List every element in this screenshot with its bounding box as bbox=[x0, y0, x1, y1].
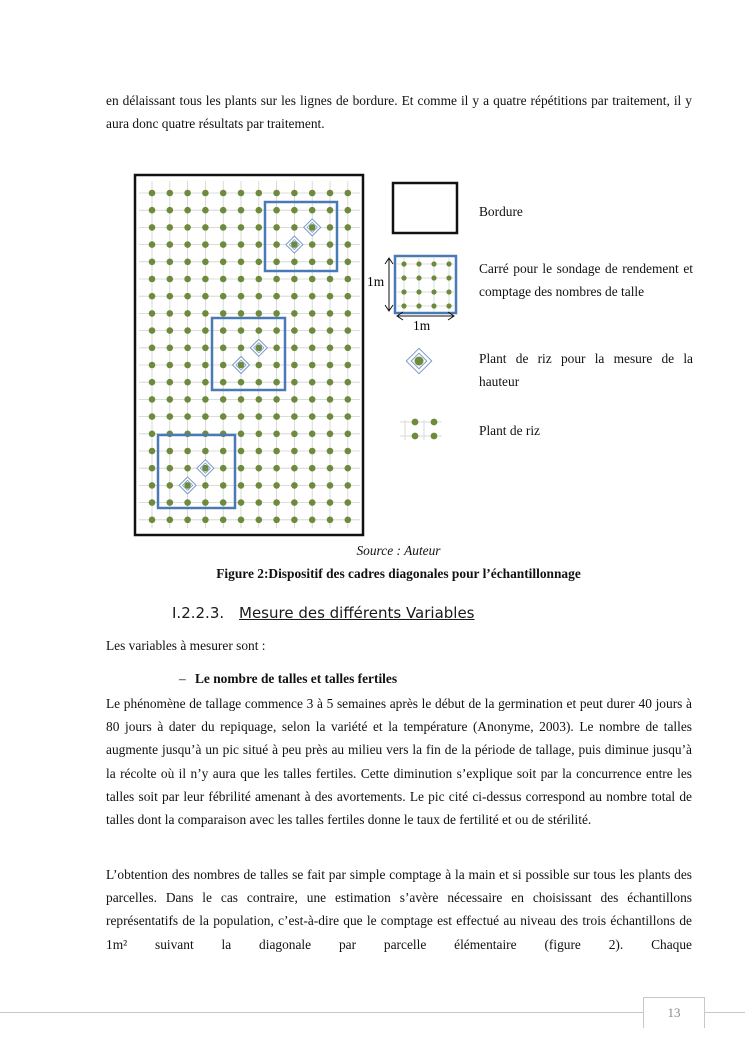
legend-measure-plant-label: Plant de riz pour la mesure de la hauteur bbox=[479, 351, 693, 389]
legend-square-plant bbox=[416, 275, 421, 280]
rice-plant bbox=[220, 259, 227, 266]
rice-plant bbox=[202, 362, 209, 369]
rice-plant bbox=[309, 293, 316, 300]
rice-plant bbox=[184, 207, 191, 214]
rice-plant bbox=[345, 310, 352, 317]
rice-plant bbox=[273, 517, 280, 524]
rice-plant bbox=[202, 396, 209, 403]
rice-plant bbox=[184, 293, 191, 300]
rice-plant bbox=[220, 362, 227, 369]
rice-plant bbox=[238, 345, 245, 352]
rice-plant bbox=[291, 190, 298, 197]
legend-square-plant bbox=[446, 261, 451, 266]
rice-plant bbox=[327, 224, 334, 231]
rice-plant bbox=[309, 482, 316, 489]
rice-plant bbox=[202, 190, 209, 197]
rice-plant bbox=[291, 362, 298, 369]
rice-plant bbox=[184, 465, 191, 472]
rice-plant bbox=[184, 327, 191, 334]
rice-plant bbox=[291, 276, 298, 283]
rice-plant bbox=[273, 293, 280, 300]
rice-plant bbox=[167, 276, 174, 283]
intro-paragraph: en délaissant tous les plants sur les lignes de bordure. Et comme il y a quatre répétitions par traitement, il y aura donc quatre résultats par traitement. bbox=[106, 93, 692, 132]
rice-plant bbox=[220, 396, 227, 403]
legend-square-plant bbox=[431, 303, 436, 308]
rice-plant bbox=[291, 396, 298, 403]
rice-plant bbox=[273, 482, 280, 489]
rice-plant bbox=[220, 190, 227, 197]
rice-plant bbox=[167, 413, 174, 420]
rice-plant bbox=[345, 276, 352, 283]
rice-plant bbox=[220, 482, 227, 489]
rice-plant bbox=[202, 517, 209, 524]
rice-plant bbox=[327, 345, 334, 352]
rice-plant bbox=[327, 396, 334, 403]
rice-plant bbox=[291, 259, 298, 266]
rice-plant bbox=[202, 379, 209, 386]
rice-plant bbox=[309, 362, 316, 369]
rice-plant bbox=[238, 499, 245, 506]
rice-plant bbox=[345, 345, 352, 352]
measure-plant bbox=[197, 460, 214, 477]
rice-plant bbox=[255, 293, 262, 300]
rice-plant bbox=[273, 259, 280, 266]
rice-plant bbox=[202, 224, 209, 231]
rice-plant bbox=[238, 224, 245, 231]
rice-plant bbox=[291, 310, 298, 317]
rice-plant bbox=[149, 345, 156, 352]
rice-plant bbox=[149, 276, 156, 283]
rice-plant bbox=[255, 241, 262, 248]
rice-plant bbox=[149, 448, 156, 455]
rice-plant bbox=[149, 396, 156, 403]
rice-plant bbox=[255, 499, 262, 506]
rice-plant bbox=[309, 448, 316, 455]
rice-plant bbox=[220, 310, 227, 317]
rice-plant bbox=[238, 310, 245, 317]
rice-plant bbox=[184, 362, 191, 369]
rice-plant bbox=[327, 190, 334, 197]
rice-plants-grid bbox=[149, 190, 351, 523]
rice-plant bbox=[255, 448, 262, 455]
rice-plant bbox=[291, 517, 298, 524]
rice-plant bbox=[327, 259, 334, 266]
legend-square-plant bbox=[401, 303, 406, 308]
rice-plant bbox=[327, 499, 334, 506]
rice-plant bbox=[220, 241, 227, 248]
rice-plant bbox=[238, 465, 245, 472]
rice-plant bbox=[327, 465, 334, 472]
rice-plant bbox=[149, 499, 156, 506]
legend-square-plant bbox=[446, 275, 451, 280]
rice-plant bbox=[327, 482, 334, 489]
measure-plant bbox=[179, 477, 196, 494]
legend-plant-icon bbox=[400, 419, 442, 440]
rice-plant bbox=[309, 465, 316, 472]
rice-plant bbox=[345, 431, 352, 438]
rice-plant bbox=[167, 327, 174, 334]
rice-plant bbox=[202, 241, 209, 248]
rice-plant bbox=[273, 310, 280, 317]
rice-plant bbox=[220, 345, 227, 352]
measure-plant bbox=[304, 219, 321, 236]
dimension-label-horizontal: 1m bbox=[413, 318, 431, 333]
rice-plant bbox=[167, 207, 174, 214]
rice-plant bbox=[327, 310, 334, 317]
rice-plant bbox=[202, 413, 209, 420]
rice-plant bbox=[149, 465, 156, 472]
page-number: 13 bbox=[643, 997, 705, 1028]
rice-plant bbox=[149, 431, 156, 438]
rice-plant bbox=[273, 190, 280, 197]
figure-source: Source : Auteur bbox=[356, 543, 441, 558]
rice-plant bbox=[149, 517, 156, 524]
rice-plant bbox=[149, 190, 156, 197]
measure-plant bbox=[233, 357, 250, 374]
rice-plant bbox=[327, 207, 334, 214]
rice-plant bbox=[291, 224, 298, 231]
legend-bordure-icon bbox=[393, 183, 457, 233]
rice-plant bbox=[238, 190, 245, 197]
rice-plant bbox=[149, 482, 156, 489]
rice-plant bbox=[202, 276, 209, 283]
rice-plant bbox=[220, 207, 227, 214]
rice-plant bbox=[167, 259, 174, 266]
rice-plant bbox=[220, 224, 227, 231]
rice-plant bbox=[273, 465, 280, 472]
legend-square-plant bbox=[446, 289, 451, 294]
rice-plant bbox=[167, 396, 174, 403]
rice-plant bbox=[167, 517, 174, 524]
legend-square-plant bbox=[401, 275, 406, 280]
measure-plant bbox=[250, 339, 267, 356]
rice-plant bbox=[202, 310, 209, 317]
rice-plant bbox=[167, 310, 174, 317]
section-title: Mesure des différents Variables bbox=[239, 604, 475, 622]
rice-plant bbox=[255, 362, 262, 369]
rice-plant bbox=[149, 207, 156, 214]
rice-plant bbox=[255, 276, 262, 283]
rice-plant bbox=[327, 293, 334, 300]
rice-plant bbox=[238, 517, 245, 524]
bullet-dash: – bbox=[179, 671, 186, 686]
rice-plant bbox=[255, 224, 262, 231]
rice-plant bbox=[273, 362, 280, 369]
rice-plant bbox=[149, 310, 156, 317]
rice-plant bbox=[273, 327, 280, 334]
rice-plant bbox=[327, 327, 334, 334]
rice-plant bbox=[327, 379, 334, 386]
rice-plant bbox=[184, 276, 191, 283]
rice-plant bbox=[345, 190, 352, 197]
rice-plant bbox=[327, 241, 334, 248]
rice-plant bbox=[167, 345, 174, 352]
rice-plant bbox=[238, 241, 245, 248]
rice-plant bbox=[167, 499, 174, 506]
rice-plant bbox=[273, 241, 280, 248]
rice-plant bbox=[220, 293, 227, 300]
legend-square-plant bbox=[401, 289, 406, 294]
rice-plant bbox=[345, 259, 352, 266]
section-heading bbox=[172, 604, 475, 622]
rice-plant bbox=[184, 448, 191, 455]
rice-plant bbox=[273, 207, 280, 214]
rice-plant bbox=[238, 293, 245, 300]
rice-plant bbox=[291, 207, 298, 214]
rice-plant bbox=[149, 293, 156, 300]
footer-rule bbox=[0, 1012, 745, 1013]
rice-plant bbox=[220, 517, 227, 524]
rice-plant bbox=[255, 517, 262, 524]
rice-plant bbox=[220, 465, 227, 472]
rice-plant bbox=[327, 431, 334, 438]
rice-plant bbox=[149, 224, 156, 231]
body-paragraph-2: L’obtention des nombres de talles se fait par simple comptage à la main et si possible sur tous les plants des parcelles. Dans le cas contraire, une estimation s’avère nécessaire en choisissant des échantillons représentatifs de la population, c’est-à-dire que le comptage est effectué au niveau des trois échantillons de 1m² suivant la diagonale par parcelle élémentaire (figure 2). Chaque bbox=[106, 867, 692, 952]
rice-plant bbox=[255, 413, 262, 420]
rice-plant bbox=[309, 259, 316, 266]
rice-plant bbox=[238, 431, 245, 438]
rice-plant bbox=[184, 224, 191, 231]
legend-square-plant bbox=[416, 289, 421, 294]
rice-plant bbox=[255, 327, 262, 334]
legend-square-plant bbox=[401, 261, 406, 266]
legend-plant-label: Plant de riz bbox=[479, 423, 540, 438]
rice-plant bbox=[184, 345, 191, 352]
rice-plant bbox=[291, 482, 298, 489]
rice-plant bbox=[345, 465, 352, 472]
dimension-arrow-vertical bbox=[385, 258, 393, 311]
rice-plant bbox=[184, 259, 191, 266]
rice-plant bbox=[238, 379, 245, 386]
rice-plant bbox=[167, 241, 174, 248]
rice-plant bbox=[255, 396, 262, 403]
rice-plant bbox=[255, 207, 262, 214]
rice-plant bbox=[345, 293, 352, 300]
rice-plant bbox=[327, 276, 334, 283]
rice-plant bbox=[255, 379, 262, 386]
rice-plant bbox=[273, 396, 280, 403]
rice-plant bbox=[291, 345, 298, 352]
rice-plant bbox=[220, 276, 227, 283]
rice-plant bbox=[238, 482, 245, 489]
rice-plant bbox=[184, 413, 191, 420]
rice-plant bbox=[309, 379, 316, 386]
legend-bordure-label: Bordure bbox=[479, 204, 523, 219]
rice-plant bbox=[167, 482, 174, 489]
rice-plant bbox=[309, 241, 316, 248]
rice-plant bbox=[255, 310, 262, 317]
rice-plant bbox=[309, 207, 316, 214]
rice-plant bbox=[345, 224, 352, 231]
height-measure-plants bbox=[179, 219, 321, 494]
rice-plant bbox=[167, 448, 174, 455]
rice-plant bbox=[291, 465, 298, 472]
rice-plant bbox=[202, 345, 209, 352]
rice-plant bbox=[291, 499, 298, 506]
rice-plant bbox=[184, 396, 191, 403]
rice-plant bbox=[238, 396, 245, 403]
rice-plant bbox=[255, 431, 262, 438]
rice-plant bbox=[167, 465, 174, 472]
rice-plant bbox=[291, 293, 298, 300]
rice-plant bbox=[202, 259, 209, 266]
rice-plant bbox=[167, 190, 174, 197]
rice-plant bbox=[184, 241, 191, 248]
rice-plant bbox=[184, 499, 191, 506]
rice-plant bbox=[184, 310, 191, 317]
rice-plant bbox=[309, 327, 316, 334]
rice-plant bbox=[291, 413, 298, 420]
rice-plant bbox=[238, 413, 245, 420]
rice-plant bbox=[345, 413, 352, 420]
rice-plant bbox=[202, 327, 209, 334]
rice-plant bbox=[255, 465, 262, 472]
figure-caption: Figure 2:Dispositif des cadres diagonales pour l’échantillonnage bbox=[216, 566, 581, 581]
rice-plant bbox=[345, 241, 352, 248]
rice-plant bbox=[149, 362, 156, 369]
section-number: I.2.2.3. bbox=[172, 604, 225, 622]
rice-plant bbox=[273, 413, 280, 420]
rice-plant bbox=[327, 517, 334, 524]
rice-plant bbox=[238, 448, 245, 455]
rice-plant bbox=[309, 413, 316, 420]
rice-plant bbox=[327, 448, 334, 455]
rice-plant bbox=[273, 499, 280, 506]
rice-plant bbox=[327, 362, 334, 369]
legend-square-plant bbox=[416, 303, 421, 308]
rice-plant bbox=[345, 362, 352, 369]
legend-square-plant bbox=[416, 261, 421, 266]
legend-square-icon bbox=[395, 256, 456, 313]
rice-plant bbox=[309, 499, 316, 506]
legend-square-plant bbox=[431, 261, 436, 266]
rice-plant bbox=[220, 327, 227, 334]
rice-plant bbox=[149, 259, 156, 266]
rice-plant bbox=[167, 362, 174, 369]
rice-plant bbox=[255, 482, 262, 489]
rice-plant bbox=[291, 448, 298, 455]
rice-plant bbox=[345, 327, 352, 334]
rice-plant bbox=[202, 293, 209, 300]
dimension-label-vertical: 1m bbox=[367, 274, 385, 289]
rice-plant bbox=[345, 499, 352, 506]
rice-plant bbox=[220, 413, 227, 420]
rice-plant bbox=[291, 379, 298, 386]
rice-plant bbox=[255, 190, 262, 197]
rice-plant bbox=[345, 379, 352, 386]
rice-plant bbox=[309, 276, 316, 283]
rice-plant bbox=[345, 482, 352, 489]
rice-plant bbox=[273, 379, 280, 386]
rice-plant bbox=[309, 396, 316, 403]
rice-plant bbox=[345, 396, 352, 403]
rice-plant bbox=[167, 224, 174, 231]
rice-plant bbox=[220, 379, 227, 386]
rice-plant bbox=[309, 431, 316, 438]
rice-plant bbox=[167, 379, 174, 386]
rice-plant bbox=[149, 379, 156, 386]
rice-plant bbox=[309, 517, 316, 524]
rice-plant bbox=[345, 448, 352, 455]
rice-plant bbox=[273, 224, 280, 231]
variables-intro: Les variables à mesurer sont : bbox=[106, 638, 266, 653]
rice-plant bbox=[238, 327, 245, 334]
rice-plant bbox=[327, 413, 334, 420]
rice-plant bbox=[238, 259, 245, 266]
rice-plant bbox=[184, 517, 191, 524]
legend-measure-plant-icon bbox=[406, 348, 431, 373]
rice-plant bbox=[220, 448, 227, 455]
legend-square-plant bbox=[446, 303, 451, 308]
rice-plant bbox=[202, 499, 209, 506]
rice-plant bbox=[149, 241, 156, 248]
rice-plant bbox=[273, 276, 280, 283]
body-paragraph-1: Le phénomène de tallage commence 3 à 5 semaines après le début de la germination et peut durer 40 jours à 80 jours à dater du repiquage, selon la variété et la température (Anonyme, 2003). Le nombre de talles augmente jusqu’à un pic situé à peu près au milieu vers la fin de la période de tallage, puis diminue jusqu’à la récolte où il n’y aura que les talles fertiles. Cette diminution s’explique soit par la concurrence entre les talles soit par leur fébrilité amenant à des avortements. Le pic cité ci-dessus correspond au nombre total de talles dont la comparaison avec les talles fertiles donne le taux de fertilité et ou de stérilité. bbox=[106, 696, 692, 828]
rice-plant bbox=[345, 207, 352, 214]
rice-plant bbox=[149, 327, 156, 334]
measure-plant bbox=[286, 236, 303, 253]
rice-plant bbox=[345, 517, 352, 524]
rice-plant bbox=[273, 448, 280, 455]
rice-plant bbox=[238, 276, 245, 283]
rice-plant bbox=[202, 482, 209, 489]
rice-plant bbox=[202, 207, 209, 214]
rice-plant bbox=[291, 431, 298, 438]
rice-plant bbox=[167, 293, 174, 300]
rice-plant bbox=[309, 345, 316, 352]
legend-square-plant bbox=[431, 275, 436, 280]
rice-plant bbox=[273, 431, 280, 438]
rice-plant bbox=[273, 345, 280, 352]
diagonal-sample-squares bbox=[158, 202, 337, 508]
rice-plant bbox=[184, 190, 191, 197]
rice-plant bbox=[291, 327, 298, 334]
rice-plant bbox=[220, 499, 227, 506]
rice-plant bbox=[202, 448, 209, 455]
legend-square-label: Carré pour le sondage de rendement et comptage des nombres de talle bbox=[479, 261, 693, 299]
rice-plant bbox=[309, 310, 316, 317]
rice-plant bbox=[184, 379, 191, 386]
rice-plant bbox=[149, 413, 156, 420]
rice-plant bbox=[255, 259, 262, 266]
rice-plant bbox=[309, 190, 316, 197]
legend-square-plant bbox=[431, 289, 436, 294]
rice-plant bbox=[238, 207, 245, 214]
bullet-text: Le nombre de talles et talles fertiles bbox=[195, 671, 398, 686]
field-grid-lines bbox=[139, 181, 360, 528]
